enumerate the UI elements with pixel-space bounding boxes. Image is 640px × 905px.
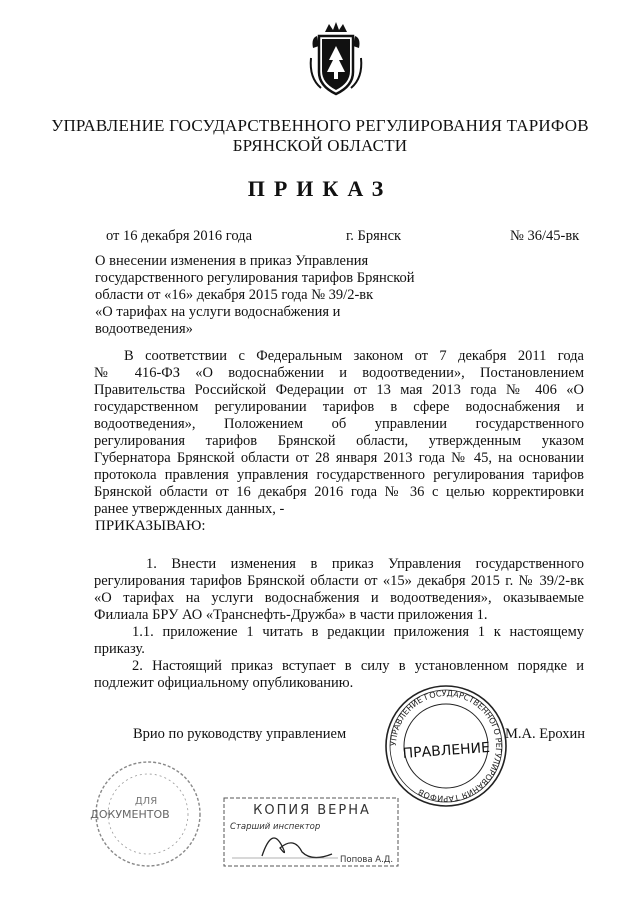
item2-line: 2. Настоящий приказ вступает в силу в установленном порядке и bbox=[132, 658, 584, 674]
preamble-line: В соответствии с Федеральным законом от 7 декабря 2011 года bbox=[124, 348, 584, 364]
org-name-line1: УПРАВЛЕНИЕ ГОСУДАРСТВЕННОГО РЕГУЛИРОВАНИЯ ТАРИФОВ bbox=[51, 116, 589, 135]
subject-line: «О тарифах на услуги водоснабжения и bbox=[95, 304, 341, 320]
item1-line: регулирования тарифов Брянской области от «15» декабря 2015 г. № 39/2-вк bbox=[94, 573, 584, 589]
preamble-line: водоотведения», Положением об управлении государственного bbox=[94, 416, 584, 432]
subject-line: государственного регулирования тарифов Брянской bbox=[95, 270, 415, 286]
handwritten-signature bbox=[262, 838, 332, 858]
preamble-line: Губернатора Брянской области от 28 января 2013 года № 45, на основании bbox=[94, 450, 584, 466]
org-name-line2: БРЯНСКОЙ ОБЛАСТИ bbox=[232, 136, 408, 155]
preamble-line: государственном регулировании тарифов в сфере водоснабжения и bbox=[94, 399, 584, 415]
copy-certified-stamp bbox=[222, 796, 400, 868]
copy-stamp-name: Попова А.Д. bbox=[340, 855, 394, 865]
coat-of-arms-icon bbox=[307, 18, 365, 100]
signatory-name: М.А. Ерохин bbox=[505, 726, 586, 742]
subject-line: водоотведения» bbox=[95, 321, 193, 337]
preamble-line: протокола правления управления государственного регулирования тарифов bbox=[94, 467, 584, 483]
copy-stamp-title: КОПИЯ ВЕРНА bbox=[253, 803, 371, 818]
preamble-line: Брянской области от 16 декабря 2016 года № 36 с целью корректировки bbox=[94, 484, 584, 500]
documents-stamp bbox=[86, 752, 206, 872]
signatory-position: Врио по руководству управлением bbox=[133, 726, 347, 742]
documents-stamp-line1: ДЛЯ bbox=[134, 796, 158, 807]
seal-center-text: ПРАВЛЕНИЕ bbox=[402, 739, 491, 763]
item11-line: приказу. bbox=[94, 641, 145, 657]
subject-line: области от «16» декабря 2015 года № 39/2-вк bbox=[95, 287, 374, 303]
item1-line: «О тарифах на услуги водоснабжения и водоотведения», оказываемые bbox=[94, 590, 584, 606]
official-seal bbox=[383, 683, 509, 809]
item1-line: 1. Внести изменения в приказ Управления государственного bbox=[146, 556, 584, 572]
preamble-line: ранее утвержденных данных, - bbox=[94, 501, 285, 517]
order-date: от 16 декабря 2016 года bbox=[106, 228, 252, 244]
documents-stamp-line2: ДОКУМЕНТОВ bbox=[90, 808, 170, 821]
order-city: г. Брянск bbox=[346, 228, 402, 244]
preamble-line: № 416-ФЗ «О водоснабжении и водоотведении», Постановлением bbox=[94, 365, 584, 381]
item2-line: подлежит официальному опубликованию. bbox=[94, 675, 354, 691]
subject-line: О внесении изменения в приказ Управления bbox=[95, 253, 369, 269]
copy-stamp-role: Старший инспектор bbox=[230, 822, 321, 832]
item11-line: 1.1. приложение 1 читать в редакции приложения 1 к настоящему bbox=[132, 624, 584, 640]
order-number: № 36/45-вк bbox=[510, 228, 580, 244]
document-title: ПРИКАЗ bbox=[247, 176, 393, 201]
seal-ring-text: УПРАВЛЕНИЕ ГОСУДАРСТВЕННОГО РЕГУЛИРОВАНИЯ ТАРИФОВ bbox=[388, 688, 504, 804]
item1-line: Филиала БРУ АО «Транснефть-Дружба» в части приложения 1. bbox=[94, 607, 488, 623]
order-word: ПРИКАЗЫВАЮ: bbox=[95, 518, 206, 534]
preamble-line: регулирования тарифов Брянской области, утвержденным указом bbox=[94, 433, 584, 449]
preamble-line: Правительства Российской Федерации от 13 мая 2013 года № 406 «О bbox=[94, 382, 584, 398]
